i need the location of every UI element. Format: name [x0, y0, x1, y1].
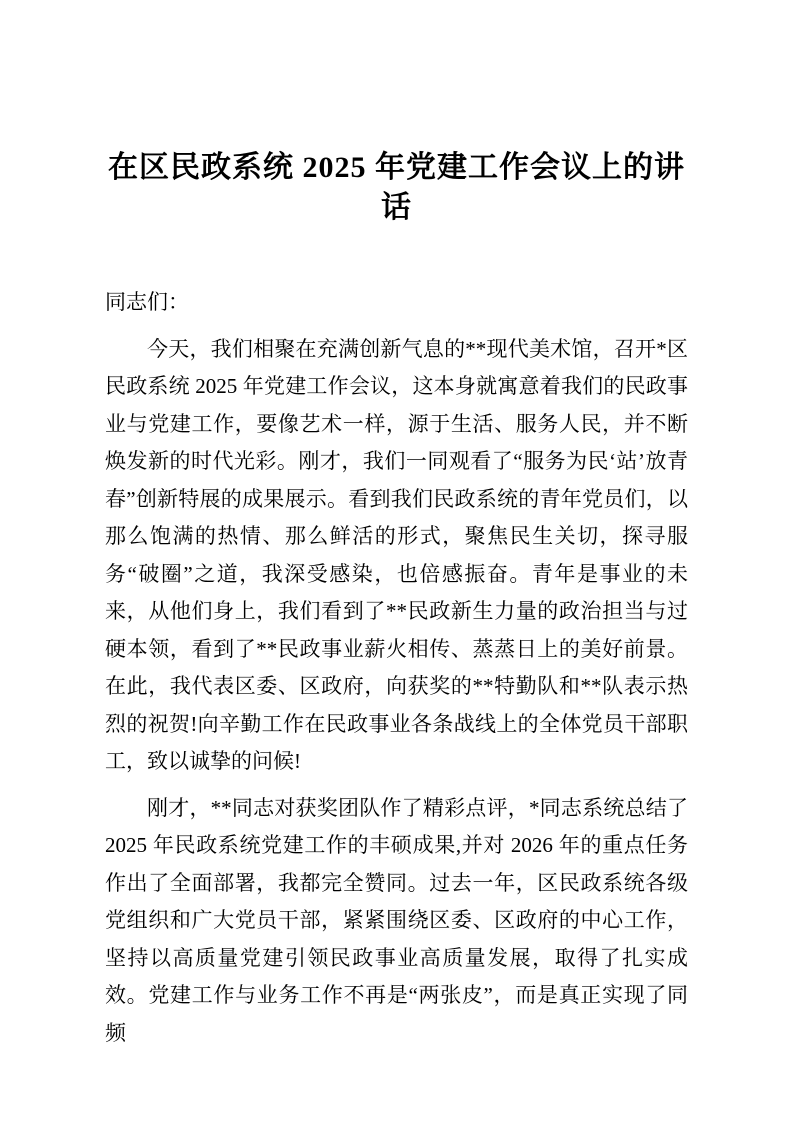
paragraph-1: 今天，我们相聚在充满创新气息的**现代美术馆，召开*区民政系统 2025 年党建工作会议，这本身就寓意着我们的民政事业与党建工作，要像艺术一样，源于生活、服务人民，并不断焕发新的时代光彩。刚才，我们一同观看了“服务为民‘站’放青春”创新特展的成果展示。看到我们民政系统的青年党员们，以那么饱满的热情、那么鲜活的形式，聚焦民生关切，探寻服务“破圈”之道，我深受感染，也倍感振奋。青年是事业的未来，从他们身上，我们看到了**民政新生力量的政治担当与过硬本领，看到了**民政事业薪火相传、蒸蒸日上的美好前景。在此，我代表区委、区政府，向获奖的**特勤队和**队表示热烈的祝贺!向辛勤工作在民政事业各条战线上的全体党员干部职工，致以诚挚的问候!: [105, 336, 688, 773]
document-body: [105, 284, 688, 1052]
salutation: 同志们：: [105, 290, 189, 314]
paragraph-2: 刚才，**同志对获奖团队作了精彩点评，*同志系统总结了 2025 年民政系统党建工作的丰硕成果,并对 2026 年的重点任务作出了全面部署，我都完全赞同。过去一年，区民政系统各级党组织和广大党员干部，紧紧围绕区委、区政府的中心工作，坚持以高质量党建引领民政事业高质量发展，取得了扎实成效。党建工作与业务工作不再是“两张皮”，而是真正实现了同频: [105, 795, 688, 1045]
document-title: 在区民政系统 2025 年党建工作会议上的讲话: [108, 151, 685, 224]
